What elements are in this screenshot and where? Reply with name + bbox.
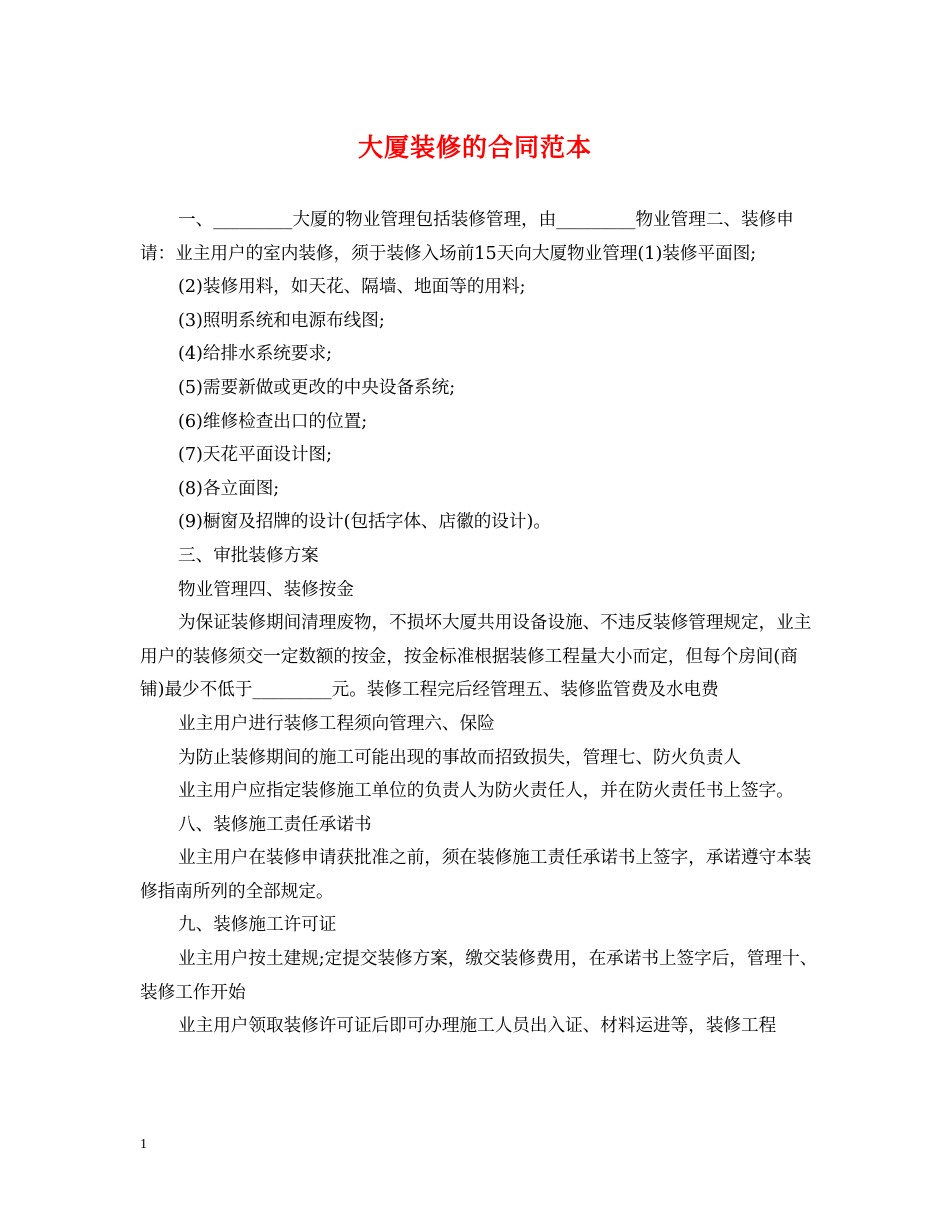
paragraph-5: (5)需要新做或更改的中央设备系统; — [178, 377, 456, 398]
paragraph-4: (4)给排水系统要求; — [178, 344, 333, 365]
paragraph-14: 为防止装修期间的施工可能出现的事故而招致损失，管理七、防火负责人 — [178, 747, 742, 768]
paragraph-20: 业主用户领取装修许可证后即可办理施工人员出入证、材料运进等，装修工程 — [178, 1016, 777, 1037]
paragraph-8: (8)各立面图; — [178, 478, 280, 499]
paragraph-17: 业主用户在装修申请获批准之前，须在装修施工责任承诺书上签字，承诺遵守本装修指南所列的全部规定。 — [140, 848, 812, 902]
paragraph-2: (2)装修用料，如天花、隔墙、地面等的用料; — [178, 277, 526, 298]
paragraph-12: 为保证装修期间清理废物，不损坏大厦共用设备设施、不违反装修管理规定，业主用户的装修须交一定数额的按金，按金标准根据装修工程量大小而定，但每个房间(商铺)最少不低于_________元。装修工程完后经管理五、装修监管费及水电费 — [140, 613, 812, 701]
paragraph-18: 九、装修施工许可证 — [178, 915, 337, 936]
paragraph-7: (7)天花平面设计图; — [178, 445, 333, 466]
page-number: 1 — [140, 1137, 147, 1152]
paragraph-16: 八、装修施工责任承诺书 — [178, 814, 372, 835]
document-body — [140, 204, 820, 1044]
paragraph-15: 业主用户应指定装修施工单位的负责人为防火责任人，并在防火责任书上签字。 — [178, 781, 794, 802]
paragraph-11: 物业管理四、装修按金 — [178, 579, 354, 600]
paragraph-3: (3)照明系统和电源布线图; — [178, 310, 385, 331]
paragraph-6: (6)维修检查出口的位置; — [178, 411, 368, 432]
paragraph-10: 三、审批装修方案 — [178, 545, 319, 566]
paragraph-19: 业主用户按土建规;定提交装修方案，缴交装修费用，在承诺书上签字后，管理十、装修工作开始 — [140, 949, 818, 1003]
paragraph-9: (9)橱窗及招牌的设计(包括字体、店徽的设计)。 — [178, 512, 551, 533]
document-title: 大厦装修的合同范本 — [357, 133, 592, 162]
paragraph-13: 业主用户进行装修工程须向管理六、保险 — [178, 713, 495, 734]
paragraph-1: 一、_________大厦的物业管理包括装修管理，由_________物业管理二、装修申请：业主用户的室内装修，须于装修入场前15天向大厦物业管理(1)装修平面图; — [140, 210, 794, 264]
